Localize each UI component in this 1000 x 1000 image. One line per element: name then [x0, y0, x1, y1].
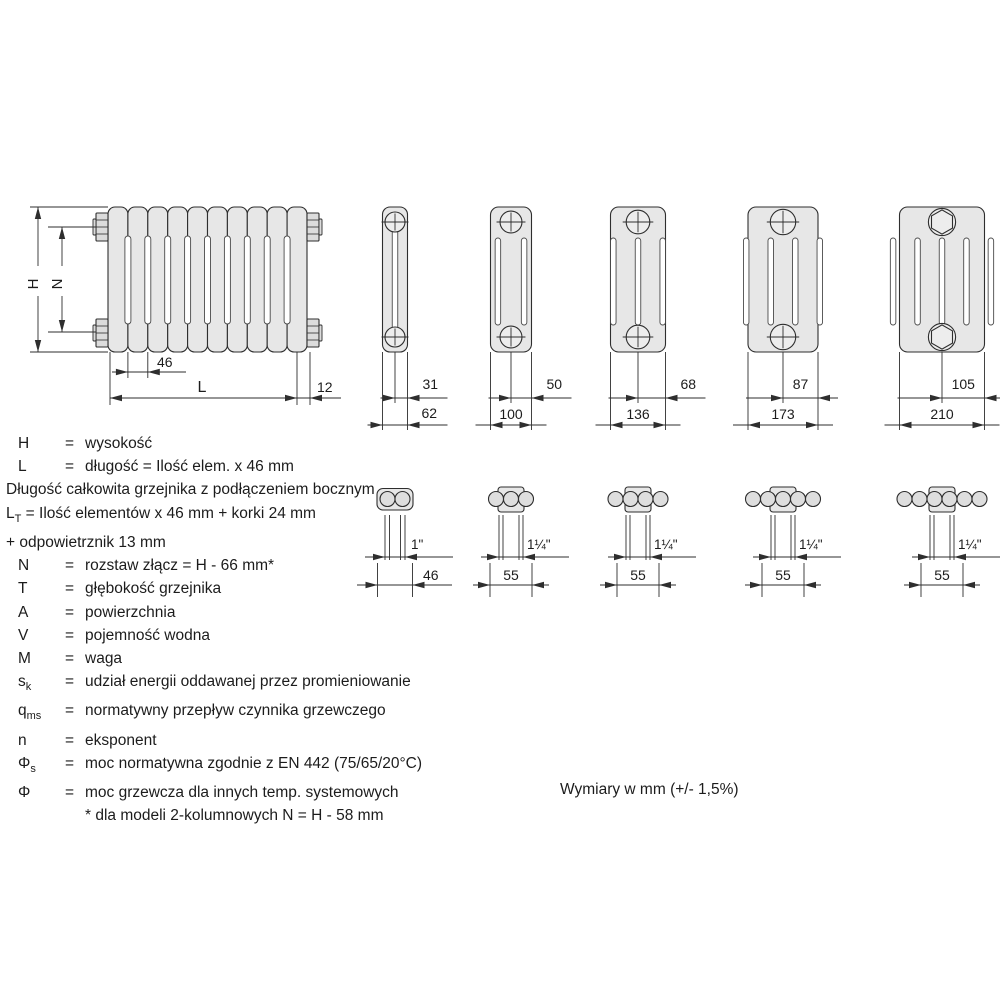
end-offset-label: 12 [317, 379, 333, 395]
drawing-shape [205, 236, 211, 324]
length-dimension-label: L [197, 379, 207, 396]
spacing-dimension-label: N [49, 278, 66, 290]
dimension-arrow [285, 395, 297, 401]
dimension-arrow [973, 422, 985, 428]
drawing-shape [635, 238, 641, 325]
drawing-shape [915, 238, 921, 325]
drawing-shape [319, 325, 322, 341]
legend-text: + odpowietrznik 13 mm [6, 533, 166, 551]
legend-row [6, 455, 476, 478]
plug-circle [504, 492, 519, 507]
dimension-arrow [116, 369, 128, 375]
dimension-arrow [408, 422, 420, 428]
legend-equals: = [65, 435, 75, 452]
half-depth-label: 31 [422, 376, 439, 392]
dimension-arrow [806, 422, 818, 428]
plug-circle [806, 492, 821, 507]
connection-pitch-label: 55 [630, 567, 646, 583]
plug-circle [519, 492, 534, 507]
dimension-arrow [930, 395, 942, 401]
dimension-arrow [918, 554, 930, 560]
legend-text: = Ilość elementów x 46 mm + korki 24 mm [21, 504, 316, 522]
legend-text: waga [85, 649, 123, 667]
dimension-arrow [383, 395, 395, 401]
legend-symbol: L [6, 504, 15, 522]
plug-circle [897, 492, 912, 507]
dimension-arrow [614, 554, 626, 560]
dimension-arrow [487, 554, 499, 560]
drawing-shape [93, 325, 96, 341]
connection-pitch-label: 46 [423, 567, 439, 583]
drawing-shape [392, 228, 398, 333]
legend-equals: = [65, 458, 75, 476]
plug-circle [927, 492, 942, 507]
drawing-shape [495, 238, 501, 325]
drawing-shape [125, 236, 131, 324]
legend-row [6, 502, 476, 531]
dimension-arrow [59, 227, 65, 239]
legend-row [6, 729, 476, 752]
legend-symbol-subscript: k [25, 681, 32, 694]
dimension-arrow [478, 582, 490, 588]
full-depth-label: 100 [499, 406, 523, 422]
connection-pitch-label: 55 [775, 567, 791, 583]
legend-row [6, 699, 476, 728]
half-depth-label: 50 [546, 376, 563, 392]
legend-text: długość = Ilość elem. x 46 mm [85, 458, 294, 476]
dimension-arrow [520, 422, 532, 428]
drawing-shape [932, 210, 953, 234]
dimension-arrow [408, 395, 420, 401]
legend-row [6, 554, 476, 577]
drawing-shape [284, 236, 290, 324]
dimension-arrow [954, 554, 966, 560]
legend-equals: = [65, 649, 75, 667]
legend [6, 432, 476, 828]
legend-equals: = [65, 557, 75, 575]
height-dimension-label: H [25, 278, 42, 290]
dimension-arrow [310, 395, 322, 401]
dimension-arrow [759, 554, 771, 560]
legend-symbol-subscript: ms [26, 710, 42, 723]
drawing-shape [165, 236, 171, 324]
dimensions-note: Wymiary w mm (+/- 1,5%) [560, 781, 739, 798]
drawing-shape [817, 238, 823, 325]
legend-symbol-subscript: s [30, 763, 36, 776]
dimension-arrow [532, 395, 544, 401]
legend-symbol: n [18, 731, 27, 749]
dimension-arrow [748, 422, 760, 428]
dimension-arrow [523, 554, 535, 560]
half-depth-label: 87 [792, 376, 809, 392]
legend-symbol [6, 752, 65, 781]
legend-text: wysokość [85, 435, 153, 452]
legend-equals: = [65, 580, 75, 598]
plug-circle [653, 492, 668, 507]
full-depth-label: 210 [930, 406, 954, 422]
drawing-shape [890, 238, 896, 325]
plug-circle [746, 492, 761, 507]
half-depth-label: 68 [680, 376, 697, 392]
half-depth-label: 105 [951, 376, 975, 392]
legend-equals: = [65, 603, 75, 621]
legend-equals: = [65, 754, 75, 772]
dimension-arrow [818, 395, 830, 401]
dimension-arrow [985, 395, 997, 401]
thread-size-label: 1¼" [799, 537, 823, 552]
dimension-arrow [605, 582, 617, 588]
legend-text: powierzchnia [85, 603, 176, 621]
plug-circle [623, 492, 638, 507]
plug-circle [942, 492, 957, 507]
drawing-shape [244, 236, 250, 324]
drawing-shape [932, 325, 953, 349]
plug-circle [776, 492, 791, 507]
legend-text: rozstaw złącz = H - 66 mm* [85, 557, 275, 575]
legend-row [6, 624, 476, 647]
thread-size-label: 1" [411, 537, 424, 552]
legend-row [6, 804, 476, 827]
dimension-arrow [532, 582, 544, 588]
dimension-arrow [771, 395, 783, 401]
thread-size-label: 1¼" [958, 537, 982, 552]
drawing-shape [988, 238, 994, 325]
drawing-shape [185, 236, 191, 324]
plug-circle [761, 492, 776, 507]
legend-text: udział energii oddawanej przez promieniowanie [85, 673, 411, 691]
legend-symbol [6, 699, 65, 728]
dimension-arrow [750, 582, 762, 588]
dimension-arrow [963, 582, 975, 588]
dimension-arrow [35, 207, 41, 219]
dimension-arrow [59, 320, 65, 332]
dimension-arrow [499, 395, 511, 401]
legend-symbol: L [18, 458, 27, 476]
plug-circle [972, 492, 987, 507]
plug-circle [957, 492, 972, 507]
legend-row [6, 670, 476, 699]
drawing-shape [264, 236, 270, 324]
legend-row [6, 432, 476, 455]
drawing-shape [793, 238, 799, 325]
drawing-shape [660, 238, 666, 325]
legend-row [6, 752, 476, 781]
legend-symbol: H [18, 435, 30, 452]
full-depth-label: 173 [771, 406, 795, 422]
dimension-arrow [35, 340, 41, 352]
dimension-arrow [110, 395, 122, 401]
legend-row [6, 531, 476, 554]
drawing-shape [964, 238, 970, 325]
legend-row [6, 577, 476, 600]
dimension-arrow [626, 395, 638, 401]
legend-text: głębokość grzejnika [85, 580, 222, 598]
dimension-arrow [666, 395, 678, 401]
dimension-arrow [371, 422, 383, 428]
thread-size-label: 1¼" [654, 537, 678, 552]
drawing-shape [224, 236, 230, 324]
connection-pitch-label: 55 [934, 567, 950, 583]
legend-row [6, 781, 476, 804]
drawing-shape [521, 238, 527, 325]
plug-circle [912, 492, 927, 507]
drawing-shape [319, 219, 322, 235]
legend-text: eksponent [85, 731, 157, 749]
legend-text: normatywny przepływ czynnika grzewczego [85, 702, 386, 720]
legend-equals: = [65, 702, 75, 720]
legend-equals: = [65, 784, 75, 802]
legend-row [6, 647, 476, 670]
dimension-arrow [611, 422, 623, 428]
drawing-shape [939, 238, 945, 325]
plug-circle [638, 492, 653, 507]
legend-symbol [6, 670, 65, 699]
legend-text: Długość całkowita grzejnika z podłączeniem bocznym [6, 481, 375, 499]
plug-circle [489, 492, 504, 507]
legend-symbol: s [18, 673, 26, 691]
legend-symbol: q [18, 702, 27, 720]
legend-text: pojemność wodna [85, 626, 210, 644]
legend-text: moc grzewcza dla innych temp. systemowych [85, 784, 399, 802]
legend-equals: = [65, 731, 75, 749]
thread-size-label: 1¼" [527, 537, 551, 552]
legend-symbol: Φ [18, 754, 31, 772]
legend-symbol: N [18, 557, 30, 575]
full-depth-label: 62 [421, 405, 438, 421]
dimension-arrow [654, 422, 666, 428]
legend-equals: = [65, 626, 75, 644]
drawing-shape [611, 238, 617, 325]
drawing-shape [768, 238, 774, 325]
drawing-shape [743, 238, 749, 325]
element-pitch-label: 46 [157, 354, 173, 370]
legend-symbol-subscript: T [14, 512, 22, 525]
dimension-arrow [650, 554, 662, 560]
legend-equals: = [65, 673, 75, 691]
full-depth-label: 136 [626, 406, 650, 422]
legend-text: * dla modeli 2-kolumnowych N = H - 58 mm [85, 807, 384, 825]
legend-symbol: M [18, 649, 31, 667]
legend-row [6, 478, 476, 501]
legend-symbol: T [18, 580, 28, 598]
legend-symbol: Φ [18, 784, 31, 802]
legend-text: moc normatywna zgodnie z EN 442 (75/65/20°C) [85, 754, 423, 772]
dimension-arrow [804, 582, 816, 588]
plug-circle [608, 492, 623, 507]
dimension-arrow [900, 422, 912, 428]
plug-circle [791, 492, 806, 507]
dimension-arrow [491, 422, 503, 428]
connection-pitch-label: 55 [503, 567, 519, 583]
legend-row [6, 601, 476, 624]
legend-symbol: V [18, 626, 29, 644]
drawing-shape [145, 236, 151, 324]
dimension-arrow [795, 554, 807, 560]
dimension-arrow [659, 582, 671, 588]
legend-symbol: A [18, 603, 29, 621]
dimension-arrow [909, 582, 921, 588]
